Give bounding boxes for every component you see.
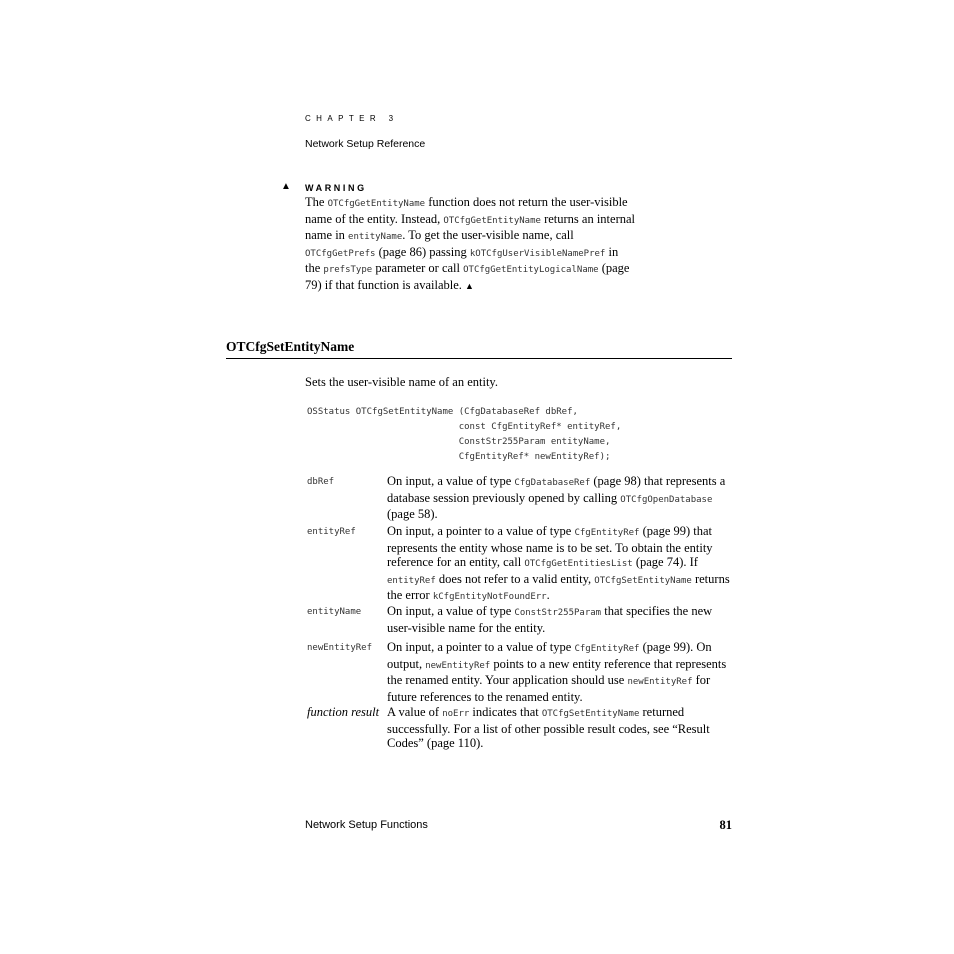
param-desc-entityname: On input, a value of type ConstStr255Param that specifies the new user-visible name for the entity.	[387, 604, 713, 635]
code-ref: OTCfgGetEntityLogicalName	[463, 265, 599, 276]
page-number: 81	[719, 818, 732, 832]
end-mark-icon: ▲	[465, 280, 474, 291]
param-name-entityref: entityRef	[307, 527, 356, 537]
warning-triangle-icon: ▲	[281, 181, 291, 192]
prototype-line: CfgEntityRef* newEntityRef);	[307, 452, 611, 462]
code-ref: prefsType	[323, 265, 373, 276]
code-ref: OTCfgGetPrefs	[305, 248, 376, 259]
warning-label: WARNING	[305, 183, 367, 193]
param-name-entityname: entityName	[307, 607, 362, 617]
code-ref: kOTCfgUserVisibleNamePref	[469, 248, 606, 259]
function-title: OTCfgSetEntityName	[226, 339, 355, 354]
param-desc-entityref: On input, a pointer to a value of type CfgEntityRef (page 99) that represents the entity whose name is to be set. To obtain the entity reference for an entity, call OTCfgGetEntitiesList (page 74). If entityRef does not refer to a valid entity, OTCfgSetEntityName returns the error kCfgEntityNotFoundErr.	[387, 524, 730, 603]
section-divider	[226, 358, 732, 359]
param-desc-function-result: A value of noErr indicates that OTCfgSetEntityName returned successfully. For a list of other possible result codes, see “Result Codes” (page 110).	[387, 705, 710, 751]
function-prototype	[307, 405, 621, 465]
prototype-line: OSStatus OTCfgSetEntityName (CfgDatabaseRef dbRef,	[307, 407, 578, 417]
function-description: Sets the user-visible name of an entity.	[305, 375, 498, 389]
chapter-label: CHAPTER 3	[305, 114, 399, 123]
prototype-line: const CfgEntityRef* entityRef,	[307, 422, 622, 432]
param-name-function-result: function result	[307, 705, 380, 719]
code-ref: OTCfgGetEntityName	[443, 215, 541, 226]
param-desc-newentityref: On input, a pointer to a value of type CfgEntityRef (page 99). On output, newEntityRef points to a new entity reference that represents the renamed entity. Your application should use newEntityRef for future references to the renamed entity.	[387, 640, 727, 704]
param-desc-dbref: On input, a value of type CfgDatabaseRef (page 98) that represents a database session previously opened by calling OTCfgOpenDatabase (page 58).	[387, 474, 726, 522]
param-name-dbref: dbRef	[307, 477, 335, 487]
code-ref: OTCfgGetEntityName	[327, 199, 426, 209]
param-name-newentityref: newEntityRef	[307, 643, 373, 653]
code-ref: entityName	[348, 232, 403, 243]
footer-section-title: Network Setup Functions	[305, 819, 428, 831]
prototype-line: ConstStr255Param entityName,	[307, 437, 611, 447]
chapter-title: Network Setup Reference	[305, 138, 426, 150]
warning-body: The OTCfgGetEntityName function does not return the user-visible name of the entity. Instead, OTCfgGetEntityName returns an internal name in entityName. To get the user-visible name, call OTCfgGetPrefs (page 86) passing kOTCfgUserVisibleNamePref in the prefsType parameter or call OTCfgGetEntityLogicalName (page 79) if that function is available. ▲	[305, 195, 635, 292]
